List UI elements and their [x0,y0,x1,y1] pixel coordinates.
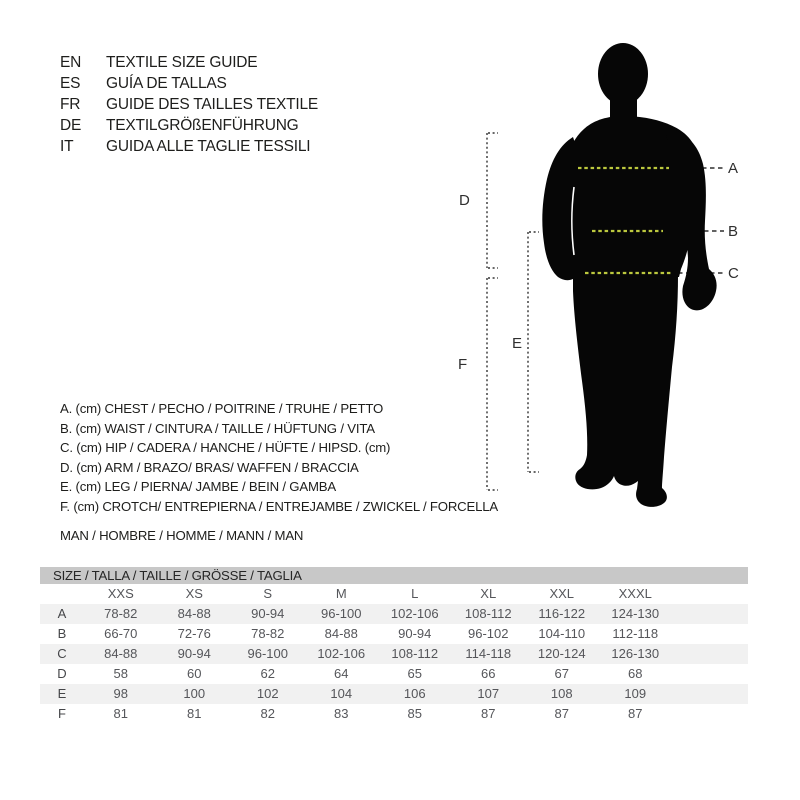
table-row-e [40,684,748,704]
table-cell: 96-102 [468,626,509,641]
marker-a: A [728,160,739,177]
title-row-es [60,73,318,94]
lang-code-es: ES [60,75,81,92]
col-header-xs: XS [185,586,203,601]
legend-line-leg: E. (cm) LEG / PIERNA/ JAMBE / BEIN / GAMBA [60,479,336,495]
table-cell: 102-106 [390,606,439,621]
marker-b: B [728,223,739,240]
title-row-de [60,115,318,136]
row-label: C [57,646,67,661]
table-corner-cell [40,584,84,604]
col-header-s: S [263,586,273,601]
table-cell: 87 [481,706,496,721]
col-header-xxl: XXL [549,586,575,601]
table-cell: 120-124 [537,646,586,661]
gender-line: MAN / HOMBRE / HOMME / MANN / MAN [60,527,304,543]
filler-cell [672,604,748,624]
table-cell: 104-110 [538,626,586,641]
filler-cell [672,664,748,684]
marker-e: E [512,335,523,352]
title-row-en [60,52,318,73]
table-cell: 81 [187,706,202,721]
legend-line-arm: D. (cm) ARM / BRAZO/ BRAS/ WAFFEN / BRACCIA [60,459,359,475]
filler-cell [672,644,748,664]
table-cell: 58 [113,666,128,681]
table-cell: 96-100 [321,606,362,621]
table-cell: 102-106 [317,646,366,661]
table-cell: 67 [554,666,569,681]
table-cell: 90-94 [177,646,211,661]
table-cell: 124-130 [611,606,660,621]
table-cell: 60 [187,666,202,681]
table-cell: 90-94 [398,626,432,641]
row-label: B [57,626,67,641]
table-cell: 72-76 [177,626,211,641]
table-row-f [40,704,748,724]
size-table-title: SIZE / TALLA / TAILLE / GRÖSSE / TAGLIA [40,567,748,584]
table-cell: 83 [334,706,349,721]
col-header-l: L [411,586,419,601]
table-row-a [40,604,748,624]
marker-d: D [459,192,470,209]
table-row-b [40,624,748,644]
table-row-c [40,644,748,664]
title-text-es: GUÍA DE TALLAS [106,75,227,92]
table-cell: 66-70 [104,626,138,641]
table-cell: 104 [330,686,353,701]
table-cell: 66 [481,666,496,681]
table-cell: 114-118 [465,646,512,661]
filler-cell [672,624,748,644]
legend-line-crotch: F. (cm) CROTCH/ ENTREPIERNA / ENTREJAMBE / ZWICKEL / FORCELLA [60,498,498,514]
table-cell: 100 [183,686,206,701]
table-row-d [40,664,748,684]
table-cell: 84-88 [324,626,358,641]
col-header-xl: XL [480,586,497,601]
filler-cell [672,704,748,724]
table-cell: 108-112 [464,606,512,621]
legend-line-chest: A. (cm) CHEST / PECHO / POITRINE / TRUHE / PETTO [60,401,384,416]
row-label: E [57,686,67,701]
size-table [40,567,748,724]
legend-line-waist: B. (cm) WAIST / CINTURA / TAILLE / HÜFTUNG / VITA [60,420,375,436]
table-cell: 62 [260,666,275,681]
table-cell: 81 [113,706,128,721]
row-label: F [58,706,66,721]
table-cell: 65 [407,666,422,681]
table-cell: 126-130 [611,646,660,661]
silhouette-head [598,43,648,105]
col-header-xxs: XXS [107,586,134,601]
table-cell: 116-122 [538,606,586,621]
table-cell: 84-88 [104,646,138,661]
col-header-m: M [335,586,347,601]
table-cell: 106 [403,686,426,701]
table-cell: 64 [334,666,349,681]
table-cell: 90-94 [251,606,285,621]
table-cell: 109 [624,686,647,701]
title-text-fr: GUIDE DES TAILLES TEXTILE [106,96,319,113]
col-header-xxxl: XXXL [618,586,652,601]
marker-f: F [458,356,468,373]
title-text-de: TEXTILGRÖßENFÜHRUNG [106,117,299,134]
table-cell: 87 [554,706,569,721]
table-cell: 82 [260,706,275,721]
table-cell: 68 [628,666,643,681]
measurement-legend [60,399,498,546]
marker-c: C [728,265,739,282]
table-cell: 98 [113,686,128,701]
table-column-header-row [40,584,748,604]
filler-cell [672,684,748,704]
lang-code-de: DE [60,117,82,134]
table-cell: 85 [407,706,422,721]
table-cell: 102 [256,686,279,701]
lang-code-fr: FR [60,96,81,113]
title-row-it [60,136,318,157]
lang-code-it: IT [60,138,74,155]
table-cell: 108 [550,686,573,701]
silhouette-legs [573,275,678,507]
table-cell: 84-88 [177,606,211,621]
filler-cell [672,584,748,604]
table-cell: 96-100 [247,646,288,661]
row-label: A [57,606,67,621]
legend-line-hip: C. (cm) HIP / CADERA / HANCHE / HÜFTE / HIPSD. (cm) [60,440,391,456]
language-title-block [60,52,318,157]
title-text-it: GUIDA ALLE TAGLIE TESSILI [106,138,311,155]
row-label: D [57,666,67,681]
table-cell: 78-82 [104,606,138,621]
lang-code-en: EN [60,54,82,71]
table-cell: 108-112 [391,646,439,661]
title-text-en: TEXTILE SIZE GUIDE [106,54,258,71]
man-silhouette [542,43,716,507]
table-cell: 107 [477,686,500,701]
table-cell: 78-82 [251,626,285,641]
table-cell: 87 [628,706,643,721]
table-cell: 112-118 [612,626,659,641]
title-row-fr [60,94,318,115]
